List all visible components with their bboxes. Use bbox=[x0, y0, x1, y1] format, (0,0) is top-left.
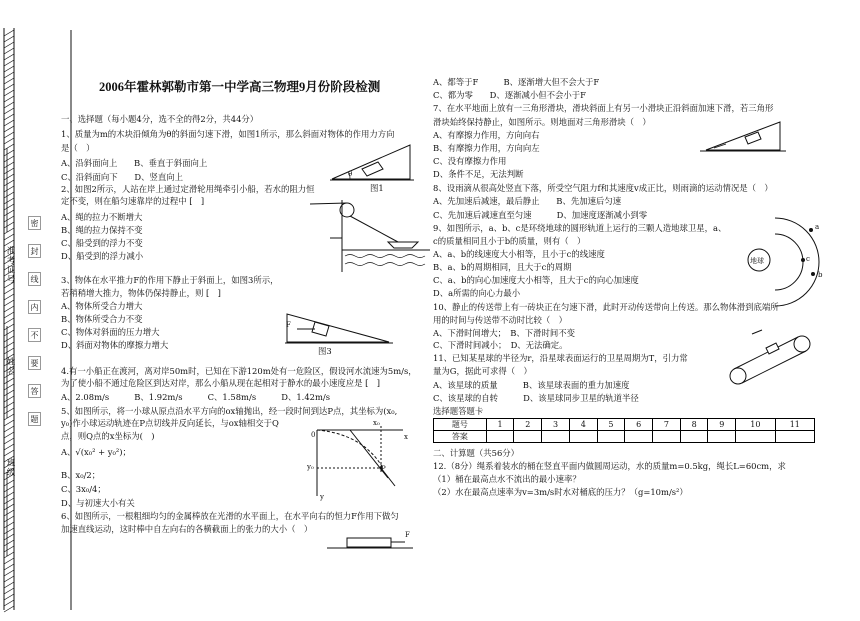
calculation-line: （1）桶在最高点水不流出的最小速率？ bbox=[433, 474, 581, 484]
question-line: 用的时间与传送带不动时比较（ ） bbox=[433, 315, 567, 325]
answer-table-number-cell: 4 bbox=[569, 419, 597, 431]
question-line: 量为G，据此可求得（ ） bbox=[433, 366, 532, 376]
answer-cell[interactable] bbox=[625, 431, 653, 443]
answer-table-header-row bbox=[434, 419, 815, 431]
calculation-line: （2）水在最高点速率为v=3m/s时水对桶底的压力？（g=10m/s²） bbox=[433, 487, 688, 497]
figure-9-b-label: b bbox=[818, 271, 823, 279]
question-line: 6、如图所示，一根粗细均匀的金属棒放在光滑的水平面上，在水平向右的恒力F作用下做匀 bbox=[61, 511, 399, 521]
figure-5-origin-label: 0 bbox=[311, 431, 316, 439]
answer-table-number-cell: 题号 bbox=[434, 419, 487, 431]
seal-char: 答 bbox=[28, 384, 41, 398]
question-line: 为了使小船不通过危险区到达对岸，那么小船从现在起相对于静水的最小速度应是 [ ] bbox=[61, 378, 381, 388]
figure-1-caption: 图1 bbox=[370, 183, 384, 193]
figure-9-earth-label: 地球 bbox=[750, 257, 764, 265]
question-line: y₀)作小球运动轨迹在P点切线并反向延长，与ox轴相交于Q bbox=[61, 418, 279, 428]
question-line: 选择题答题卡 bbox=[433, 406, 484, 416]
question-line: B、绳的拉力保持不变 bbox=[61, 225, 143, 235]
question-line: D、a所需的向心力最小 bbox=[433, 288, 521, 298]
question-line: C、先加速后减速直至匀速 D、加速度逐渐减小到零 bbox=[433, 210, 648, 220]
question-line: B、物体所受合力不变 bbox=[61, 314, 143, 324]
answer-table-number-cell: 10 bbox=[736, 419, 775, 431]
answer-table-number-cell: 5 bbox=[597, 419, 625, 431]
question-line: C、船受到的浮力不变 bbox=[61, 238, 143, 248]
question-line: A、下滑时间增大； B、下滑时间不变 bbox=[433, 328, 576, 338]
page-title: 2006年霍林郭勒市第一中学高三物理9月份阶段检测 bbox=[99, 80, 381, 94]
answer-cell[interactable] bbox=[597, 431, 625, 443]
question-line: 3、物体在水平推力F的作用下静止于斜面上，如图3所示， bbox=[61, 275, 279, 285]
figure-1-incline bbox=[330, 143, 420, 183]
question-line: 加速直线运动，这时棒中自左向右的各横截面上的张力的大小（ ） bbox=[61, 524, 313, 534]
figure-5-x0-label: x₀ bbox=[373, 419, 380, 427]
answer-table-number-cell: 1 bbox=[486, 419, 514, 431]
question-line: C、物体对斜面的压力增大 bbox=[61, 327, 160, 337]
figure-5-x-label: x bbox=[404, 433, 408, 441]
question-line: C、沿斜面向下 D、竖直向上 bbox=[61, 172, 183, 182]
question-line: A、物体所受合力增大 bbox=[61, 301, 143, 311]
answer-cell[interactable] bbox=[486, 431, 514, 443]
question-line: 滑块始终保持静止，如图所示。则地面对三角形滑块（ ） bbox=[433, 117, 651, 127]
answer-cell[interactable] bbox=[542, 431, 570, 443]
seal-char: 线 bbox=[28, 272, 41, 286]
question-line: c的质量相同且小于b的质量，则有（ ） bbox=[433, 236, 586, 246]
answer-cell[interactable] bbox=[708, 431, 736, 443]
question-line: 11、已知某星球的半径为r，沿星球表面运行的卫星周期为T，引力常 bbox=[433, 353, 688, 363]
question-line: B、a、b的周期相同，且大于c的周期 bbox=[433, 262, 572, 272]
question-line: C、3x₀/4； bbox=[61, 484, 106, 494]
question-line: 点，则Q点的x坐标为( ) bbox=[61, 431, 155, 441]
question-line: A、2.08m/s B、1.92m/s C、1.58m/s D、1.42m/s bbox=[61, 392, 331, 402]
question-line: 10、静止的传送带上有一砖块正在匀速下滑，此时开动传送带向上传送。那么物体滑到底端所 bbox=[433, 302, 779, 312]
answer-table-answer-row bbox=[434, 431, 815, 443]
figure-2-pulley-boat bbox=[300, 190, 430, 280]
question-line: 8、设雨滴从很高处竖直下落，所受空气阻力f和其速度v成正比，则雨滴的运动情况是（ ） bbox=[433, 183, 773, 193]
question-line: 5、如图所示，将一小球从原点沿水平方向的ox轴抛出，经一段时间到达P点，其坐标为(x₀, bbox=[61, 406, 398, 416]
figure-9-c-label: c bbox=[806, 255, 810, 263]
question-line: C、都为零 D、逐渐减小但不会小于F bbox=[433, 90, 586, 100]
figure-6-metal-bar bbox=[325, 532, 415, 552]
answer-cell[interactable] bbox=[653, 431, 681, 443]
question-line: A、先加速后减速，最后静止 B、先加速后匀速 bbox=[433, 196, 622, 206]
question-line: B、有摩擦力作用，方向向左 bbox=[433, 143, 540, 153]
question-line: 4.有一小船正在渡河，离对岸50m时，已知在下游120m处有一危险区，假设河水流速为5m/s， bbox=[61, 366, 417, 376]
seal-char: 题 bbox=[28, 412, 41, 426]
question-line: C、下滑时间减小； D、无法确定。 bbox=[433, 340, 568, 350]
question-line: 一、选择题（每小题4分，选不全的得2分，共44分） bbox=[61, 114, 259, 124]
question-line: A、沿斜面向上 B、垂直于斜面向上 bbox=[61, 158, 208, 168]
answer-cell[interactable] bbox=[569, 431, 597, 443]
seal-char: 不 bbox=[28, 328, 41, 342]
question-line: C、该星球的自转 D、该星球同步卫星的轨道半径 bbox=[433, 393, 639, 403]
calculation-line: 二、计算题（共56分） bbox=[433, 448, 520, 458]
question-line: 1、质量为m的木块沿倾角为θ的斜面匀速下滑，如图1所示，那么斜面对物体的作用力方向 bbox=[61, 129, 395, 139]
question-line: B、x₀/2； bbox=[61, 470, 101, 480]
question-line: C、a、b的向心加速度大小相等，且大于c的向心加速度 bbox=[433, 275, 639, 285]
question-line: A、都等于F B、逐渐增大但不会大于F bbox=[433, 77, 600, 87]
figure-7-wedge bbox=[700, 118, 790, 154]
question-line: A、√(x₀² + y₀²)； bbox=[61, 447, 131, 457]
question-line: 9、如图所示，a、b、c是环绕地球的圆形轨道上运行的三颗人造地球卫星，a、 bbox=[433, 223, 727, 233]
seal-char: 密 bbox=[28, 216, 41, 230]
figure-5-y-label: y bbox=[320, 493, 324, 501]
exam-number-label: 准考证号 bbox=[5, 246, 15, 284]
answer-table-number-cell: 9 bbox=[708, 419, 736, 431]
seal-char: 要 bbox=[28, 356, 41, 370]
figure-9-a-label: a bbox=[815, 223, 820, 231]
answer-cell[interactable] bbox=[680, 431, 708, 443]
figure-5-p-label: P bbox=[381, 465, 386, 473]
question-line: D、条件不足，无法判断 bbox=[433, 169, 524, 179]
answer-table-number-cell: 2 bbox=[514, 419, 542, 431]
question-line: D、船受到的浮力减小 bbox=[61, 251, 144, 261]
question-line: C、没有摩擦力作用 bbox=[433, 156, 507, 166]
figure-1-angle-label: θ bbox=[348, 170, 353, 178]
answer-table-number-cell: 3 bbox=[542, 419, 570, 431]
answer-cell[interactable] bbox=[775, 431, 814, 443]
figure-5-y0-label: y₀ bbox=[307, 463, 314, 471]
figure-3-force-label: F bbox=[286, 321, 291, 329]
class-label: 班级 bbox=[5, 458, 15, 477]
figure-10-conveyor bbox=[722, 330, 822, 390]
answer-cell[interactable] bbox=[736, 431, 775, 443]
figure-3-caption: 图3 bbox=[318, 346, 332, 356]
question-line: 是（ ） bbox=[61, 143, 95, 153]
seal-char: 内 bbox=[28, 300, 41, 314]
question-line: A、有摩擦力作用，方向向右 bbox=[433, 130, 540, 140]
answer-table-number-cell: 7 bbox=[653, 419, 681, 431]
figure-3-incline-force bbox=[285, 306, 395, 346]
figure-5-projectile bbox=[313, 424, 413, 504]
answer-table-row-label: 答案 bbox=[434, 431, 487, 443]
answer-table-number-cell: 8 bbox=[680, 419, 708, 431]
question-line: D、与初速大小有关 bbox=[61, 498, 135, 508]
question-line: A、该星球的质量 B、该星球表面的重力加速度 bbox=[433, 380, 630, 390]
question-line: D、斜面对物体的摩擦力增大 bbox=[61, 340, 169, 350]
name-label: 姓名 bbox=[5, 357, 15, 376]
calculation-line: 12.（8分）绳系着装水的桶在竖直平面内做圆周运动，水的质量m=0.5kg，绳长L=60cm，求 bbox=[433, 461, 786, 471]
question-line: A、a、b的线速度大小相等，且小于c的线速度 bbox=[433, 249, 605, 259]
question-line: 7、在水平地面上放有一三角形滑块，滑块斜面上有另一小滑块正沿斜面加速下滑，若三角形 bbox=[433, 103, 774, 113]
seal-char: 封 bbox=[28, 244, 41, 258]
answer-table bbox=[433, 418, 815, 443]
question-line: 定不变，则在船匀速靠岸的过程中 [ ] bbox=[61, 196, 205, 206]
answer-table-number-cell: 11 bbox=[775, 419, 814, 431]
figure-6-force-label: F bbox=[405, 531, 410, 539]
question-line: 2、如图2所示，人站在岸上通过定滑轮用绳牵引小船，若水的阻力恒 bbox=[61, 184, 315, 194]
question-line: 若稍稍增大推力，物体仍保持静止，则 [ ] bbox=[61, 288, 221, 298]
answer-cell[interactable] bbox=[514, 431, 542, 443]
question-line: A、绳的拉力不断增大 bbox=[61, 212, 143, 222]
answer-table-number-cell: 6 bbox=[625, 419, 653, 431]
